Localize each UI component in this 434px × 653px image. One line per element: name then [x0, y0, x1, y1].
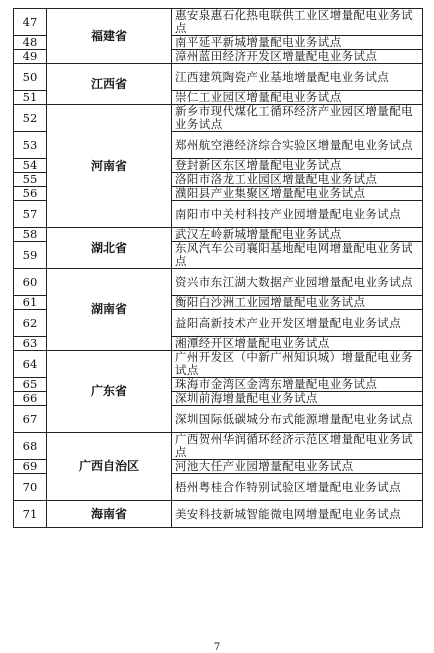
pilot-name: 新乡市现代煤化工循环经济产业园区增量配电业务试点 [172, 105, 423, 132]
table-row [14, 269, 423, 296]
pilot-name: 郑州航空港经济综合实验区增量配电业务试点 [172, 132, 423, 159]
province-cell: 江西省 [47, 64, 172, 105]
pilot-name: 漳州蓝田经济开发区增量配电业务试点 [172, 50, 423, 64]
table-row [14, 501, 423, 528]
pilot-name: 东风汽车公司襄阳基地配电网增量配电业务试点 [172, 242, 423, 269]
row-number: 53 [14, 132, 47, 159]
pilot-name: 南阳市中关村科技产业园增量配电业务试点 [172, 201, 423, 228]
row-number: 52 [14, 105, 47, 132]
row-number: 65 [14, 378, 47, 392]
pilot-table [13, 8, 423, 528]
pilot-name: 登封新区东区增量配电业务试点 [172, 159, 423, 173]
row-number: 56 [14, 187, 47, 201]
row-number: 58 [14, 228, 47, 242]
row-number: 70 [14, 474, 47, 501]
pilot-name: 广西贺州华润循环经济示范区增量配电业务试点 [172, 433, 423, 460]
row-number: 47 [14, 9, 47, 36]
pilot-name: 洛阳市洛龙工业园区增量配电业务试点 [172, 173, 423, 187]
pilot-name: 广州开发区（中新广州知识城）增量配电业务试点 [172, 351, 423, 378]
pilot-name: 深圳前海增量配电业务试点 [172, 392, 423, 406]
row-number: 51 [14, 91, 47, 105]
table-row [14, 64, 423, 91]
table-row [14, 433, 423, 460]
row-number: 67 [14, 406, 47, 433]
row-number: 62 [14, 310, 47, 337]
pilot-name: 濮阳县产业集聚区增量配电业务试点 [172, 187, 423, 201]
pilot-name: 河池大任产业园增量配电业务试点 [172, 460, 423, 474]
province-cell: 湖南省 [47, 269, 172, 351]
row-number: 69 [14, 460, 47, 474]
pilot-name: 衡阳白沙洲工业园增量配电业务试点 [172, 296, 423, 310]
pilot-name: 南平延平新城增量配电业务试点 [172, 36, 423, 50]
table-row [14, 228, 423, 242]
row-number: 64 [14, 351, 47, 378]
row-number: 71 [14, 501, 47, 528]
province-cell: 广西自治区 [47, 433, 172, 501]
row-number: 48 [14, 36, 47, 50]
row-number: 59 [14, 242, 47, 269]
pilot-name: 益阳高新技术产业开发区增量配电业务试点 [172, 310, 423, 337]
row-number: 68 [14, 433, 47, 460]
province-cell: 福建省 [47, 9, 172, 64]
province-cell: 海南省 [47, 501, 172, 528]
page-number: 7 [213, 642, 221, 653]
province-cell: 湖北省 [47, 228, 172, 269]
row-number: 57 [14, 201, 47, 228]
pilot-name: 资兴市东江湖大数据产业园增量配电业务试点 [172, 269, 423, 296]
pilot-name: 武汉左岭新城增量配电业务试点 [172, 228, 423, 242]
row-number: 60 [14, 269, 47, 296]
row-number: 61 [14, 296, 47, 310]
row-number: 54 [14, 159, 47, 173]
province-cell: 广东省 [47, 351, 172, 433]
row-number: 49 [14, 50, 47, 64]
row-number: 55 [14, 173, 47, 187]
pilot-name: 深圳国际低碳城分布式能源增量配电业务试点 [172, 406, 423, 433]
pilot-name: 梧州粤桂合作特别试验区增量配电业务试点 [172, 474, 423, 501]
pilot-name: 江西建筑陶瓷产业基地增量配电业务试点 [172, 64, 423, 91]
pilot-name: 珠海市金湾区金湾东增量配电业务试点 [172, 378, 423, 392]
row-number: 50 [14, 64, 47, 91]
row-number: 66 [14, 392, 47, 406]
row-number: 63 [14, 337, 47, 351]
pilot-name: 惠安泉惠石化热电联供工业区增量配电业务试点 [172, 9, 423, 36]
pilot-name: 崇仁工业园区增量配电业务试点 [172, 91, 423, 105]
table-row [14, 351, 423, 378]
province-cell: 河南省 [47, 105, 172, 228]
pilot-name: 湘潭经开区增量配电业务试点 [172, 337, 423, 351]
pilot-name: 美安科技新城智能微电网增量配电业务试点 [172, 501, 423, 528]
table-row [14, 9, 423, 36]
table-row [14, 105, 423, 132]
